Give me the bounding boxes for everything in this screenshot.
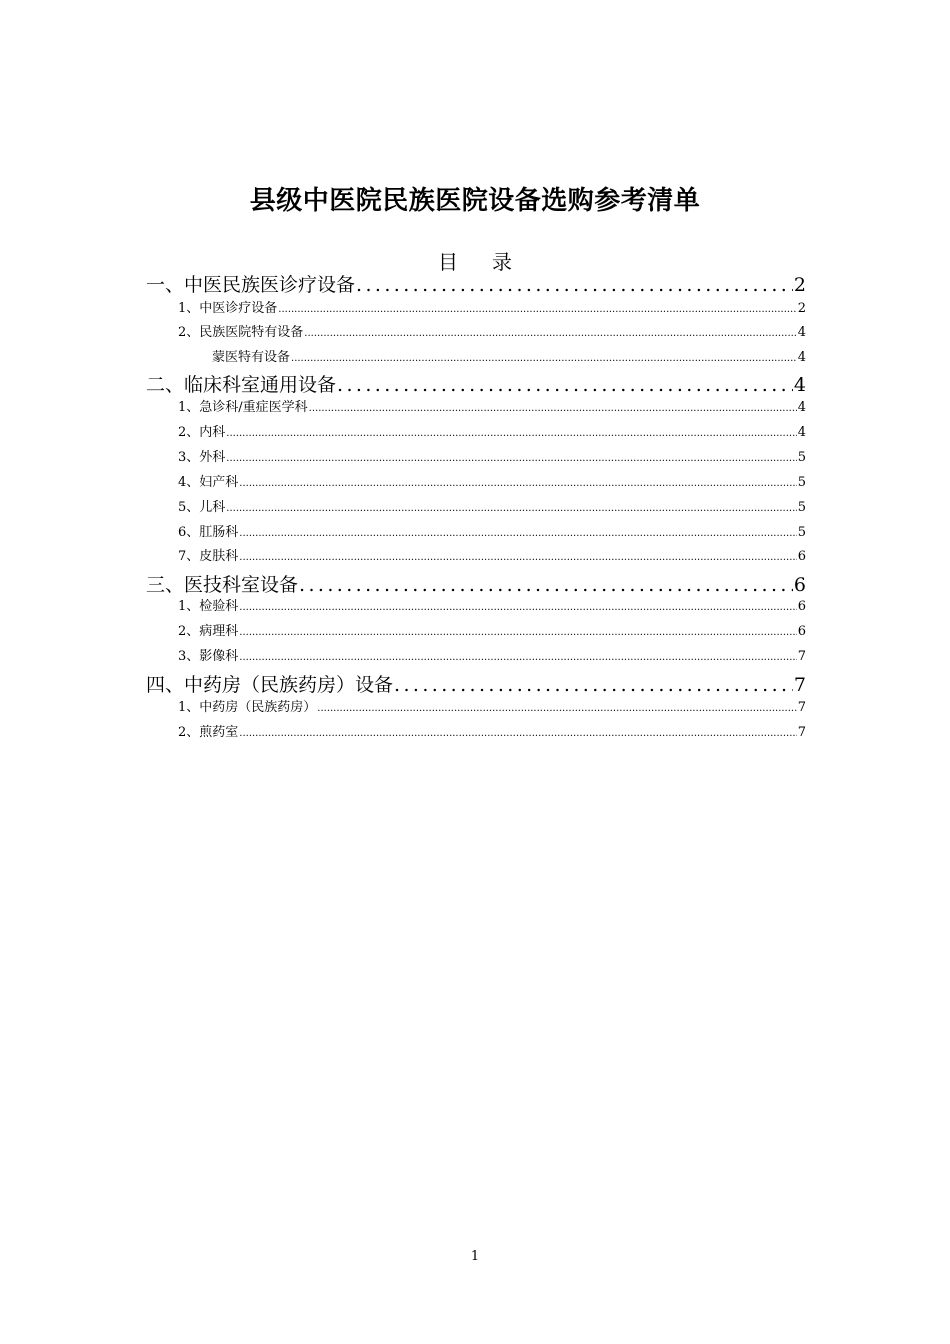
toc-entry-label: 四、中药房（民族药房）设备 — [146, 674, 394, 696]
toc-dot-leader — [309, 399, 797, 418]
toc-dot-leader — [337, 372, 793, 398]
toc-entry-page: 6 — [797, 599, 806, 614]
toc-entry-page: 7 — [797, 725, 806, 740]
toc-dot-leader — [291, 349, 797, 368]
toc-entry-page: 6 — [797, 624, 806, 639]
toc-entry-label: 3、影像科 — [178, 649, 239, 664]
toc-entry-label: 7、皮肤科 — [178, 549, 239, 564]
toc-entry-label: 二、临床科室通用设备 — [146, 374, 337, 396]
toc-entry[interactable] — [178, 723, 806, 743]
toc-entry[interactable] — [146, 572, 806, 598]
toc-entry[interactable] — [178, 398, 806, 418]
toc-dot-leader — [239, 548, 796, 567]
toc-entry-page: 5 — [797, 525, 806, 540]
toc-entry-page: 6 — [797, 549, 806, 564]
toc-entry-page: 4 — [797, 425, 806, 440]
toc-entry-page: 4 — [797, 400, 806, 415]
toc-entry-page: 4 — [797, 350, 806, 365]
toc-dot-leader — [317, 699, 796, 718]
page-number: 1 — [470, 1249, 480, 1264]
toc-entry[interactable] — [146, 272, 806, 298]
toc-entry[interactable] — [178, 647, 806, 667]
toc-entry-page: 5 — [797, 500, 806, 515]
toc-entry[interactable] — [146, 672, 806, 698]
toc-entry-page: 7 — [797, 649, 806, 664]
toc-entry-page: 5 — [797, 475, 806, 490]
toc-entry[interactable] — [178, 597, 806, 617]
toc-entry-label: 蒙医特有设备 — [212, 350, 291, 365]
toc-entry-label: 1、中药房（民族药房） — [178, 700, 317, 715]
toc-dot-leader — [239, 648, 796, 667]
toc-dot-leader — [239, 524, 796, 543]
toc-entry-page: 4 — [793, 374, 806, 396]
toc-entry-label: 1、急诊科/重症医学科 — [178, 400, 308, 415]
toc-entry-label: 2、内科 — [178, 425, 226, 440]
toc-dot-leader — [278, 300, 796, 319]
toc-entry-label: 4、妇产科 — [178, 475, 239, 490]
toc-entry-label: 2、煎药室 — [178, 725, 239, 740]
toc-entry[interactable] — [178, 498, 806, 518]
toc-entry[interactable] — [146, 372, 806, 398]
toc-entry-page: 7 — [797, 700, 806, 715]
toc-dot-leader — [226, 499, 796, 518]
toc-heading-left: 目 — [438, 250, 458, 274]
toc-entry[interactable] — [178, 473, 806, 493]
toc-entry-label: 2、病理科 — [178, 624, 239, 639]
toc-dot-leader — [239, 474, 796, 493]
toc-entry-page: 2 — [793, 274, 806, 296]
toc-entry-page: 7 — [793, 674, 806, 696]
toc-entry[interactable] — [178, 698, 806, 718]
toc-entry-label: 6、肛肠科 — [178, 525, 239, 540]
toc-entry-page: 2 — [797, 301, 806, 316]
toc-entry-page: 5 — [797, 450, 806, 465]
toc-entry[interactable] — [178, 299, 806, 319]
toc-entry-label: 三、医技科室设备 — [146, 574, 299, 596]
toc-entry-label: 1、检验科 — [178, 599, 239, 614]
toc-heading-right: 录 — [492, 250, 512, 274]
toc-entry[interactable] — [178, 523, 806, 543]
toc-heading — [0, 246, 950, 275]
toc-entry-page: 6 — [793, 574, 806, 596]
toc-entry[interactable] — [178, 423, 806, 443]
toc-entry[interactable] — [178, 547, 806, 567]
toc-entry[interactable] — [212, 348, 806, 368]
toc-entry-label: 3、外科 — [178, 450, 226, 465]
toc-entry[interactable] — [178, 323, 806, 343]
toc-dot-leader — [394, 672, 793, 698]
toc-entry-label: 2、民族医院特有设备 — [178, 325, 304, 340]
toc-entry[interactable] — [178, 448, 806, 468]
toc-dot-leader — [239, 598, 796, 617]
toc-entry-label: 一、中医民族医诊疗设备 — [146, 274, 356, 296]
toc-entry[interactable] — [178, 622, 806, 642]
toc-dot-leader — [226, 424, 796, 443]
toc-dot-leader — [239, 724, 796, 743]
toc-dot-leader — [304, 324, 796, 343]
document-title: 县级中医院民族医院设备选购参考清单 — [249, 186, 701, 216]
toc-dot-leader — [356, 272, 793, 298]
toc-entry-page: 4 — [797, 325, 806, 340]
toc-dot-leader — [299, 572, 793, 598]
toc-dot-leader — [226, 449, 796, 468]
toc-dot-leader — [239, 623, 796, 642]
toc-entry-label: 5、儿科 — [178, 500, 226, 515]
toc-entry-label: 1、中医诊疗设备 — [178, 301, 278, 316]
